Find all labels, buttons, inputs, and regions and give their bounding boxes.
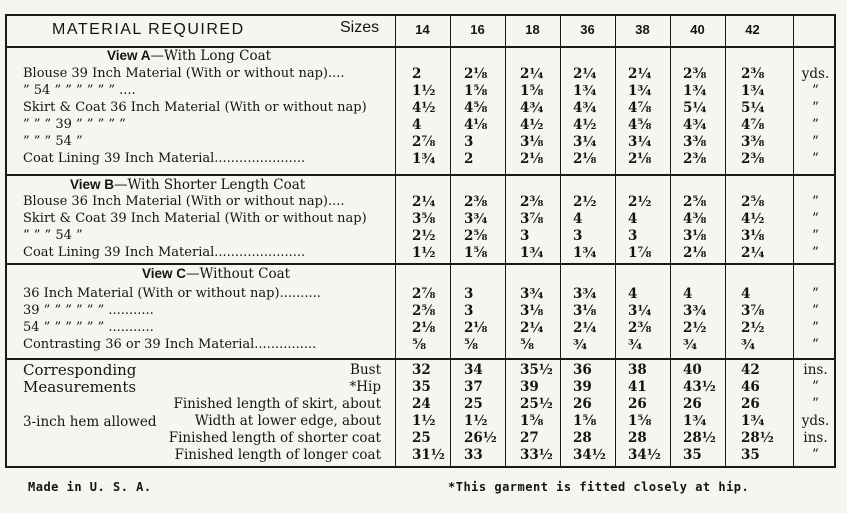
- section-title-rest: —With Long Coat: [150, 48, 272, 64]
- table-cell: 3⅛: [520, 134, 544, 150]
- size-header: 18: [525, 22, 540, 37]
- table-cell: 33: [464, 447, 483, 463]
- table-cell: 1¾: [683, 413, 707, 429]
- size-header: 16: [470, 22, 485, 37]
- table-cell: 2¼: [520, 66, 544, 82]
- table-cell: 4: [628, 211, 638, 227]
- table-cell: 3⅜: [683, 134, 707, 150]
- table-cell: 4½: [520, 117, 544, 133]
- table-cell: 4½: [741, 211, 765, 227]
- table-cell: 2½: [412, 228, 436, 244]
- table-cell: 4⅜: [683, 211, 707, 227]
- table-cell: 2⅝: [464, 228, 488, 244]
- table-cell: 28: [628, 430, 647, 446]
- table-cell: 3¼: [628, 303, 652, 319]
- unit-cell: ins.: [803, 362, 828, 378]
- table-cell: 3¾: [573, 286, 597, 302]
- table-cell: 1⅝: [520, 83, 544, 99]
- table-cell: ¾: [741, 337, 756, 353]
- table-cell: 4¾: [520, 100, 544, 116]
- column-divider: [560, 16, 561, 466]
- table-cell: 3: [464, 286, 474, 302]
- unit-cell: ”: [812, 337, 819, 353]
- section-title-rest: —With Shorter Length Coat: [114, 177, 306, 193]
- unit-cell: ”: [812, 117, 819, 133]
- table-cell: 3: [464, 303, 474, 319]
- table-cell: 4⅞: [628, 100, 652, 116]
- table-cell: ⅝: [520, 337, 534, 353]
- table-cell: 4¾: [683, 117, 707, 133]
- table-cell: 3¾: [683, 303, 707, 319]
- table-cell: 3⅜: [741, 134, 765, 150]
- table-cell: 39: [573, 379, 592, 395]
- made-in-usa-stamp: Made in U. S. A.: [28, 480, 152, 494]
- section-title-bold: View B: [70, 177, 115, 192]
- table-cell: 1¾: [741, 83, 765, 99]
- unit-cell: ”: [812, 228, 819, 244]
- table-cell: 37: [464, 379, 483, 395]
- table-cell: 3: [520, 228, 530, 244]
- section-title: [70, 177, 305, 193]
- table-cell: 4: [412, 117, 422, 133]
- table-cell: 2⅜: [683, 151, 707, 167]
- table-cell: 34½: [573, 447, 606, 463]
- table-cell: 3¼: [628, 134, 652, 150]
- table-cell: 41: [628, 379, 647, 395]
- table-cell: 4: [683, 286, 693, 302]
- row-label: Coat Lining 39 Inch Material......................: [23, 151, 306, 166]
- table-cell: 1⅝: [573, 413, 597, 429]
- table-cell: 2¼: [741, 245, 765, 261]
- column-divider: [615, 16, 616, 466]
- row-label: 39 ” ” ” ” ” ” ...........: [23, 303, 154, 318]
- table-cell: 2½: [741, 320, 765, 336]
- sizes-label: Sizes: [340, 19, 380, 36]
- table-cell: 2⅞: [412, 134, 436, 150]
- column-divider: [395, 16, 396, 466]
- row-label: Skirt & Coat 39 Inch Material (With or without nap): [23, 211, 367, 226]
- table-cell: 2¼: [628, 66, 652, 82]
- table-cell: 3¼: [573, 134, 597, 150]
- table-cell: 1½: [412, 83, 436, 99]
- column-divider: [450, 16, 451, 466]
- size-header: 40: [690, 22, 705, 37]
- unit-cell: ”: [812, 151, 819, 167]
- section-title-bold: View C: [142, 266, 187, 281]
- table-cell: 34: [464, 362, 483, 378]
- table-cell: 28: [573, 430, 592, 446]
- table-cell: 3⅞: [741, 303, 765, 319]
- table-cell: 25: [464, 396, 483, 412]
- table-cell: 32: [412, 362, 431, 378]
- table-cell: 35: [412, 379, 431, 395]
- unit-cell: yds.: [801, 66, 830, 82]
- table-cell: 2¼: [520, 320, 544, 336]
- column-divider: [793, 16, 794, 466]
- column-divider: [670, 16, 671, 466]
- table-cell: 34½: [628, 447, 661, 463]
- table-cell: 36: [573, 362, 592, 378]
- table-cell: 2⅛: [573, 151, 597, 167]
- table-cell: 46: [741, 379, 760, 395]
- unit-cell: ”: [812, 447, 819, 463]
- table-cell: 4⅛: [464, 117, 488, 133]
- table-cell: 1½: [412, 245, 436, 261]
- material-table: [5, 14, 836, 468]
- table-cell: 3⅛: [573, 303, 597, 319]
- table-cell: 35: [741, 447, 760, 463]
- table-cell: 1⅞: [628, 245, 652, 261]
- hem-note: 3-inch hem allowed: [23, 414, 157, 430]
- table-cell: 2½: [573, 194, 597, 210]
- unit-cell: ”: [812, 211, 819, 227]
- size-header: 14: [415, 22, 430, 37]
- table-cell: 40: [683, 362, 702, 378]
- table-cell: 2⅜: [464, 194, 488, 210]
- table-cell: 28½: [741, 430, 774, 446]
- unit-cell: ”: [812, 303, 819, 319]
- unit-cell: ”: [812, 320, 819, 336]
- table-cell: 2⅛: [683, 245, 707, 261]
- section-title-rest: —Without Coat: [186, 266, 291, 282]
- table-cell: 3: [573, 228, 583, 244]
- table-cell: 33½: [520, 447, 553, 463]
- row-label: Contrasting 36 or 39 Inch Material...............: [23, 337, 317, 352]
- table-cell: 2⅛: [412, 320, 436, 336]
- table-cell: 26: [573, 396, 592, 412]
- table-cell: 1¾: [741, 413, 765, 429]
- table-cell: 1½: [412, 413, 436, 429]
- section-divider: [7, 263, 834, 265]
- table-cell: 2⅜: [741, 151, 765, 167]
- unit-cell: ”: [812, 134, 819, 150]
- table-cell: 2⅛: [464, 320, 488, 336]
- row-label: ” 54 ” ” ” ” ” ” ....: [23, 83, 136, 98]
- table-cell: 1⅝: [520, 413, 544, 429]
- table-cell: 4½: [412, 100, 436, 116]
- table-cell: 5¼: [683, 100, 707, 116]
- table-cell: 2⅞: [412, 286, 436, 302]
- table-cell: 27: [520, 430, 539, 446]
- column-divider: [725, 16, 726, 466]
- table-cell: 39: [520, 379, 539, 395]
- table-cell: 5¼: [741, 100, 765, 116]
- table-cell: 25: [412, 430, 431, 446]
- table-cell: 28½: [683, 430, 716, 446]
- measurement-label: Width at lower edge, about: [194, 413, 381, 429]
- table-cell: 1⅝: [464, 245, 488, 261]
- measurements-heading: Measurements: [23, 378, 137, 396]
- unit-cell: ”: [812, 100, 819, 116]
- measurement-label: Finished length of skirt, about: [173, 396, 381, 412]
- row-label: Skirt & Coat 36 Inch Material (With or without nap): [23, 100, 367, 115]
- table-cell: 2½: [628, 194, 652, 210]
- unit-cell: ”: [812, 194, 819, 210]
- row-label: Coat Lining 39 Inch Material......................: [23, 245, 306, 260]
- unit-cell: ”: [812, 83, 819, 99]
- table-cell: 2⅝: [741, 194, 765, 210]
- table-cell: 4: [628, 286, 638, 302]
- unit-cell: yds.: [801, 413, 830, 429]
- unit-cell: ins.: [803, 430, 828, 446]
- table-cell: 35: [683, 447, 702, 463]
- table-cell: 43½: [683, 379, 716, 395]
- column-divider: [505, 16, 506, 466]
- table-cell: 3⅝: [412, 211, 436, 227]
- unit-cell: ”: [812, 286, 819, 302]
- table-cell: ⅝: [464, 337, 478, 353]
- table-cell: 4⅞: [741, 117, 765, 133]
- table-cell: 26: [683, 396, 702, 412]
- table-cell: 3⅞: [520, 211, 544, 227]
- row-label: Blouse 36 Inch Material (With or without nap)....: [23, 194, 345, 209]
- table-cell: 1½: [464, 413, 488, 429]
- row-label: 54 ” ” ” ” ” ” ...........: [23, 320, 154, 335]
- table-cell: 3⅛: [741, 228, 765, 244]
- table-cell: ¾: [628, 337, 643, 353]
- table-cell: 2⅛: [520, 151, 544, 167]
- table-cell: 2¼: [573, 320, 597, 336]
- section-title: [107, 48, 271, 64]
- unit-cell: ”: [812, 379, 819, 395]
- table-cell: 3: [628, 228, 638, 244]
- row-label: ” ” ” 54 ”: [23, 134, 83, 149]
- section-title-bold: View A: [107, 48, 151, 63]
- table-cell: 1¾: [573, 83, 597, 99]
- measurements-heading: Corresponding: [23, 361, 137, 379]
- table-cell: 2⅜: [683, 66, 707, 82]
- table-cell: 2⅝: [412, 303, 436, 319]
- table-cell: 26½: [464, 430, 497, 446]
- unit-cell: ”: [812, 245, 819, 261]
- size-header: 38: [635, 22, 650, 37]
- table-cell: 2⅛: [464, 66, 488, 82]
- table-cell: 2⅝: [683, 194, 707, 210]
- table-cell: 2¼: [412, 194, 436, 210]
- table-cell: 35½: [520, 362, 553, 378]
- table-cell: 4¾: [573, 100, 597, 116]
- table-cell: 2⅜: [628, 320, 652, 336]
- table-cell: 42: [741, 362, 760, 378]
- table-cell: 1¾: [520, 245, 544, 261]
- table-cell: ¾: [683, 337, 698, 353]
- table-cell: ⅝: [412, 337, 426, 353]
- measurement-label: Finished length of longer coat: [174, 447, 381, 463]
- section-divider: [7, 358, 834, 360]
- measurement-label: Bust: [350, 362, 381, 378]
- table-cell: 4½: [573, 117, 597, 133]
- table-cell: 25½: [520, 396, 553, 412]
- table-cell: 26: [741, 396, 760, 412]
- section-divider: [7, 174, 834, 176]
- row-label: 36 Inch Material (With or without nap)..........: [23, 286, 321, 301]
- table-cell: 1¾: [412, 151, 436, 167]
- table-cell: 3¾: [520, 286, 544, 302]
- row-label: Blouse 39 Inch Material (With or without nap)....: [23, 66, 345, 81]
- section-title: [142, 266, 290, 282]
- row-label: ” ” ” 54 ”: [23, 228, 83, 243]
- table-cell: 2: [412, 66, 422, 82]
- table-cell: 2: [464, 151, 474, 167]
- table-cell: 2⅛: [628, 151, 652, 167]
- table-cell: ¾: [573, 337, 588, 353]
- table-cell: 1¾: [573, 245, 597, 261]
- table-cell: 4: [573, 211, 583, 227]
- table-cell: 2⅜: [741, 66, 765, 82]
- table-cell: 2⅜: [520, 194, 544, 210]
- table-cell: 4⅝: [628, 117, 652, 133]
- table-cell: 31½: [412, 447, 445, 463]
- table-cell: 26: [628, 396, 647, 412]
- table-cell: 4⅝: [464, 100, 488, 116]
- table-cell: 3¾: [464, 211, 488, 227]
- table-cell: 1⅝: [628, 413, 652, 429]
- measurement-label: *Hip: [349, 379, 381, 395]
- table-cell: 1⅝: [464, 83, 488, 99]
- measurement-label: Finished length of shorter coat: [168, 430, 381, 446]
- size-header: 42: [745, 22, 760, 37]
- unit-cell: ”: [812, 396, 819, 412]
- table-cell: 1¾: [683, 83, 707, 99]
- row-label: ” ” ” 39 ” ” ” ” ”: [23, 117, 126, 132]
- table-cell: 2½: [683, 320, 707, 336]
- table-cell: 24: [412, 396, 431, 412]
- table-cell: 3⅛: [520, 303, 544, 319]
- table-cell: 3⅛: [683, 228, 707, 244]
- hip-footnote: *This garment is fitted closely at hip.: [448, 480, 750, 494]
- table-cell: 3: [464, 134, 474, 150]
- table-cell: 2¼: [573, 66, 597, 82]
- size-header: 36: [580, 22, 595, 37]
- table-cell: 1¾: [628, 83, 652, 99]
- table-title: MATERIAL REQUIRED: [52, 21, 245, 38]
- table-cell: 4: [741, 286, 751, 302]
- table-cell: 38: [628, 362, 647, 378]
